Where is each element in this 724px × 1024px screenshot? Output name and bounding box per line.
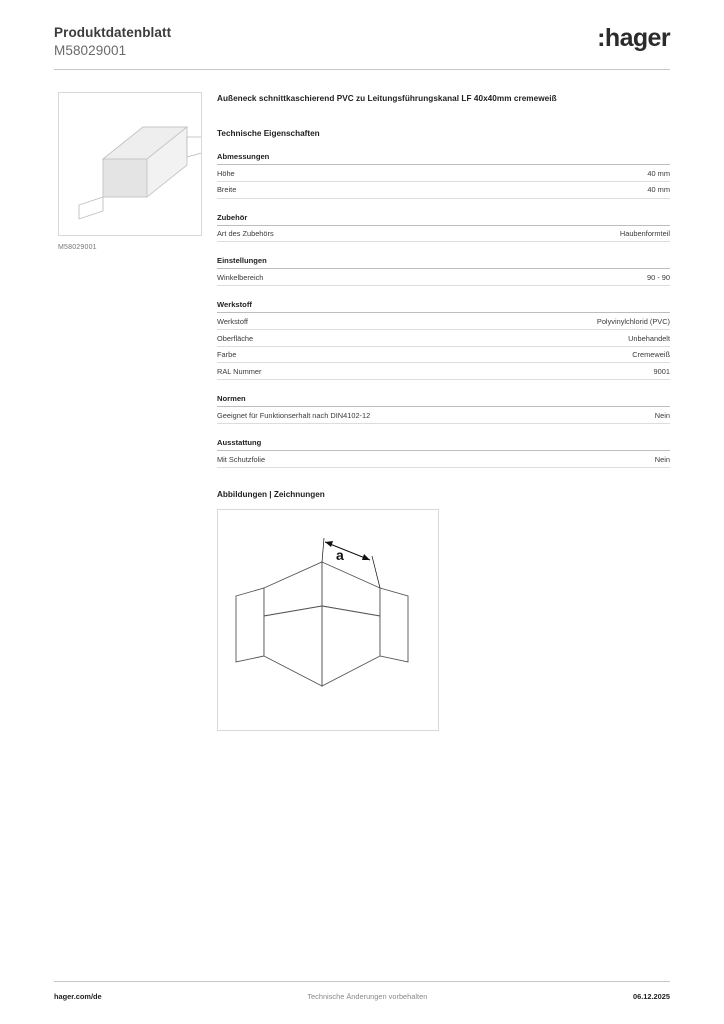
footer-disclaimer: Technische Änderungen vorbehalten xyxy=(307,992,428,1001)
product-photo-graphic xyxy=(59,93,201,235)
spec-label: Farbe xyxy=(217,350,237,360)
logo-wordmark: hager xyxy=(604,24,670,52)
header-titles xyxy=(54,24,171,60)
spec-row xyxy=(217,330,670,347)
footer-date: 06.12.2025 xyxy=(632,992,670,1001)
spec-row xyxy=(217,407,670,424)
spec-value: Haubenformteil xyxy=(619,229,670,239)
logo-colon-icon: : xyxy=(597,24,605,52)
header-divider xyxy=(54,69,670,70)
product-description: Außeneck schnittkaschierend PVC zu Leitungsführungskanal LF 40x40mm cremeweiß xyxy=(217,94,557,103)
spec-group-werkstoff xyxy=(217,300,670,380)
page-footer xyxy=(54,992,670,1001)
spec-row xyxy=(217,363,670,380)
page-title: Produktdatenblatt xyxy=(54,25,172,40)
spec-label: Mit Schutzfolie xyxy=(217,454,266,464)
spec-row xyxy=(217,451,670,468)
spec-row xyxy=(217,313,670,330)
spec-label: Winkelbereich xyxy=(217,272,264,282)
spec-row xyxy=(217,182,670,199)
spec-group-title: Werkstoff xyxy=(217,300,670,313)
spec-group-normen xyxy=(217,394,670,424)
spec-value: 90 - 90 xyxy=(646,272,670,282)
spec-value: Cremeweiß xyxy=(632,350,670,360)
spec-label: Art des Zubehörs xyxy=(217,229,274,239)
spec-value: 40 mm xyxy=(647,185,670,195)
footer-divider xyxy=(54,981,670,982)
spec-label: Geeignet für Funktionserhalt nach DIN4102-12 xyxy=(217,410,371,420)
spec-value: Nein xyxy=(654,410,670,420)
spec-value: Polyvinylchlorid (PVC) xyxy=(596,316,670,326)
product-photo xyxy=(58,92,202,236)
spec-group-zubehoer xyxy=(217,213,670,243)
technical-drawing xyxy=(217,509,439,731)
spec-row xyxy=(217,347,670,364)
spec-label: Werkstoff xyxy=(217,316,248,326)
spec-row xyxy=(217,226,670,243)
spec-value: Unbehandelt xyxy=(628,333,670,343)
spec-group-title: Einstellungen xyxy=(217,256,670,269)
spec-label: Breite xyxy=(217,185,237,195)
article-number: M58029001 xyxy=(54,43,127,59)
footer-website-link[interactable]: hager.com/de xyxy=(54,992,102,1001)
hager-logo xyxy=(597,26,670,51)
drawings-heading: Abbildungen | Zeichnungen xyxy=(217,489,325,499)
spec-group-einstellungen xyxy=(217,256,670,286)
technical-drawing-graphic xyxy=(218,510,438,730)
spec-label: Oberfläche xyxy=(217,333,254,343)
product-photo-caption: M58029001 xyxy=(58,244,97,251)
spec-group-ausstattung xyxy=(217,438,670,468)
page-header xyxy=(54,24,670,60)
spec-label: RAL Nummer xyxy=(217,367,262,377)
spec-group-title: Ausstattung xyxy=(217,438,670,451)
content-column xyxy=(217,94,670,731)
spec-group-abmessungen xyxy=(217,152,670,199)
spec-label: Höhe xyxy=(217,168,235,178)
spec-row xyxy=(217,269,670,286)
spec-value: 9001 xyxy=(653,367,670,377)
spec-group-title: Zubehör xyxy=(217,213,670,226)
spec-group-title: Normen xyxy=(217,394,670,407)
dimension-label-a: a xyxy=(336,546,344,563)
spec-value: Nein xyxy=(654,454,670,464)
spec-value: 40 mm xyxy=(647,168,670,178)
spec-row xyxy=(217,165,670,182)
tech-properties-heading: Technische Eigenschaften xyxy=(217,129,320,138)
spec-group-title: Abmessungen xyxy=(217,152,670,165)
